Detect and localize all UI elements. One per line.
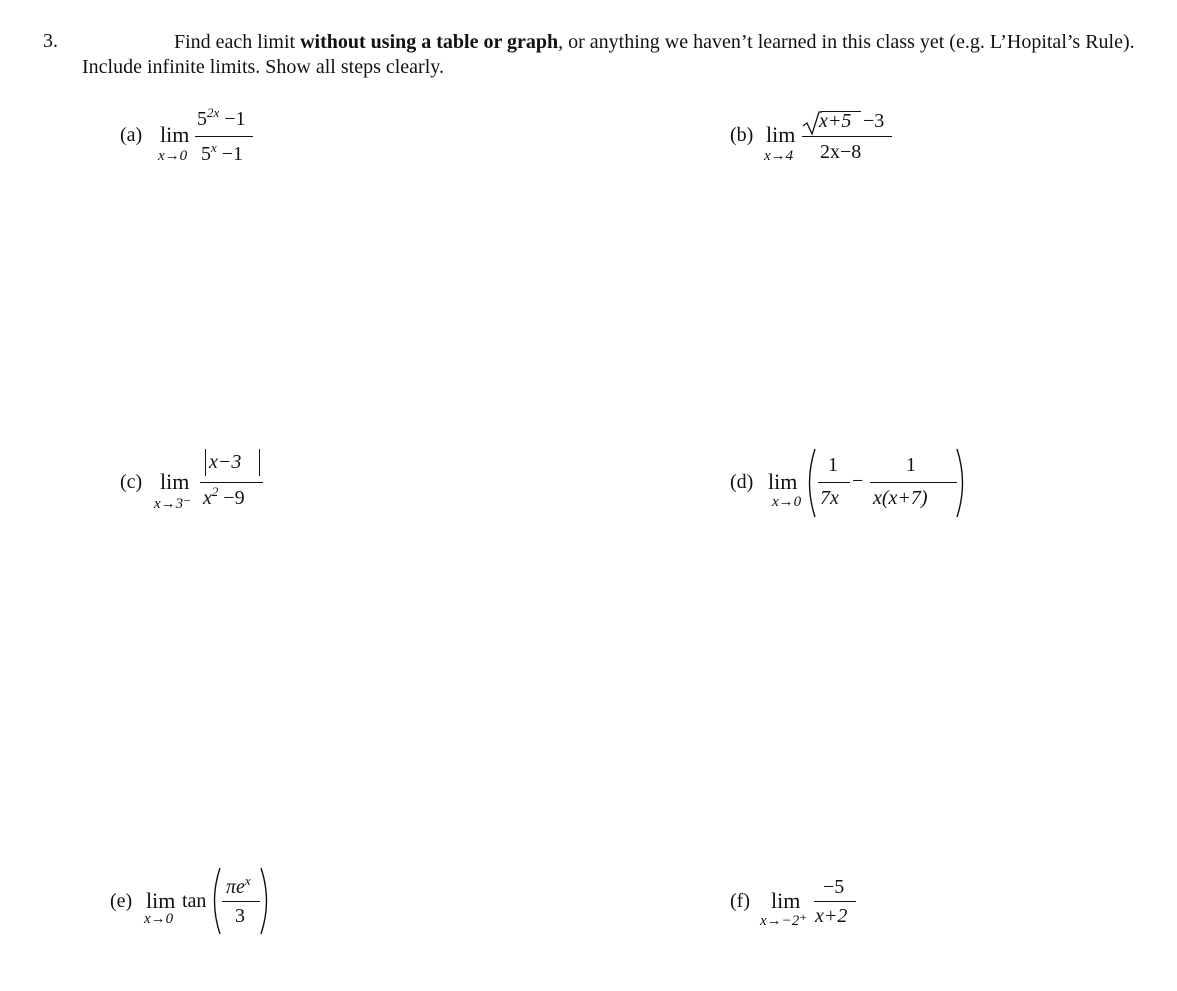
right-paren-icon bbox=[955, 447, 969, 519]
problem-label: (f) bbox=[730, 890, 750, 912]
fraction-denominator: 2x−8 bbox=[820, 141, 862, 163]
right-paren-icon bbox=[259, 866, 273, 936]
problem-label: (e) bbox=[110, 890, 133, 912]
fraction2-bar bbox=[870, 482, 957, 483]
fraction1-bar bbox=[818, 482, 850, 483]
problem-label: (d) bbox=[730, 471, 754, 493]
minus-sign: − bbox=[852, 470, 864, 492]
fraction2-denominator: x(x+7) bbox=[873, 487, 928, 509]
left-paren-icon bbox=[208, 866, 222, 936]
limit-operator: lim bbox=[768, 469, 798, 494]
question-instructions bbox=[82, 30, 1162, 80]
abs-bar-right bbox=[259, 449, 260, 476]
fraction-denominator: $x^2 -9$ bbox=[203, 484, 245, 509]
fraction-bar bbox=[814, 901, 856, 902]
fraction-denominator: x+2 bbox=[815, 905, 848, 927]
left-paren-icon bbox=[803, 447, 817, 519]
fraction-bar bbox=[802, 136, 892, 137]
limit-subscript: x→3⁻ bbox=[154, 496, 192, 512]
fraction2-numerator: 1 bbox=[906, 454, 916, 476]
fraction-bar bbox=[195, 136, 253, 137]
limit-operator: lim bbox=[766, 122, 796, 147]
radicand: x+5 bbox=[819, 110, 852, 132]
problem-label: (a) bbox=[120, 124, 143, 146]
limit-operator: lim bbox=[160, 469, 190, 494]
limit-subscript: x→4 bbox=[764, 148, 794, 164]
problem-label: (c) bbox=[120, 471, 143, 493]
question-number: 3. bbox=[43, 30, 58, 52]
fraction-bar bbox=[200, 482, 263, 483]
fraction-numerator: $5^{2x} -1$ bbox=[197, 105, 246, 130]
numerator-tail: −3 bbox=[863, 110, 885, 132]
limit-operator: lim bbox=[160, 122, 190, 147]
abs-bar-left bbox=[205, 449, 206, 476]
limit-operator: lim bbox=[771, 888, 801, 913]
fraction1-denominator: 7x bbox=[820, 487, 839, 509]
limit-subscript: x→0 bbox=[144, 911, 174, 927]
instructions-text-pre: Find each limit bbox=[174, 31, 301, 53]
instructions-text-post: , or anything we haven’t learned in this class yet (e.g. L’Hopital’s Rule). Include infinite limits. Show all steps clearly. bbox=[82, 31, 1135, 78]
fraction-numerator: $\pi e^x$ bbox=[226, 873, 251, 898]
fraction-numerator: −5 bbox=[823, 876, 845, 898]
limit-subscript: x→0 bbox=[772, 494, 802, 510]
fraction-denominator: 3 bbox=[235, 905, 245, 927]
problem-label: (b) bbox=[730, 124, 754, 146]
abs-content: x−3 bbox=[209, 451, 242, 473]
limit-subscript: x→0 bbox=[158, 148, 188, 164]
limit-subscript: x→−2⁺ bbox=[760, 913, 808, 929]
fraction-denominator: $5^x -1$ bbox=[201, 140, 244, 165]
fraction-bar bbox=[222, 901, 260, 902]
tan-function: tan bbox=[182, 890, 207, 912]
fraction1-numerator: 1 bbox=[828, 454, 838, 476]
instructions-text-bold: without using a table or graph bbox=[300, 31, 559, 53]
limit-operator: lim bbox=[146, 888, 176, 913]
